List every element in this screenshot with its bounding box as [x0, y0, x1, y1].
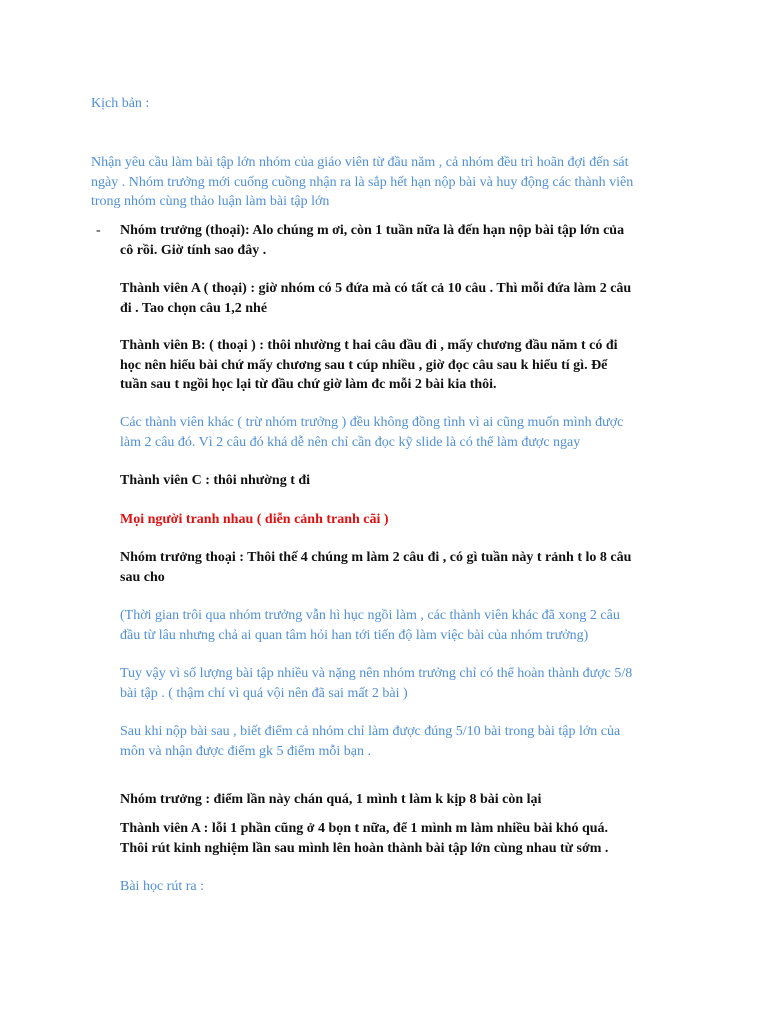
- dialogue-line: đi . Tao chọn câu 1,2 nhé: [120, 300, 268, 316]
- lesson-text: Bài học rút ra :: [120, 879, 204, 894]
- dialogue-line: tuần sau t ngồi học lại từ đầu chứ giờ làm đc mỗi 2 bài kia thôi.: [120, 377, 497, 392]
- leader-dialogue-2: [120, 548, 631, 587]
- dialogue-line: sau cho: [120, 569, 165, 585]
- narration-line: đầu từ lâu nhưng chả ai quan tâm hỏi han tới tiến độ làm việc bài của nhóm trưởng): [120, 627, 589, 643]
- dialogue-line: Thành viên A ( thoại) : giờ nhóm có 5 đứa mà có tất cả 10 câu . Thì mỗi đứa làm 2 câu: [120, 281, 632, 296]
- intro-line: ngày . Nhóm trưởng mới cuống cuồng nhận ra là sắp hết hạn nộp bài và huy động các thành viên: [91, 174, 634, 190]
- time-passes-narration: [120, 606, 620, 645]
- dialogue-line: Nhóm trưởng : điểm lần này chán quá, 1 mình t làm k kịp 8 bài còn lại: [120, 792, 542, 807]
- leader-dialogue-3: [120, 790, 541, 810]
- however-narration: [120, 664, 632, 703]
- heading-text: Kịch bản :: [91, 96, 150, 111]
- narration-line: môn và nhận được điểm gk 5 điểm mỗi bạn .: [120, 743, 372, 759]
- script-heading: [91, 94, 149, 114]
- member-a-dialogue-1: [120, 279, 631, 318]
- result-narration: [120, 722, 620, 761]
- argue-stage-direction: [120, 510, 389, 530]
- dialogue-line: học nên hiểu bài chứ mấy chương sau t cúp nhiều , giờ đọc câu sau k hiểu tí gì. Để: [120, 357, 608, 373]
- dialogue-line: Thành viên B: ( thoại ) : thôi nhường t hai câu đầu đi , mấy chương đầu năm t có đi: [120, 338, 618, 353]
- dialogue-line: Nhóm trưởng (thoại): Alo chúng m ơi, còn 1 tuần nữa là đến hạn nộp bài tập lớn của: [120, 223, 625, 238]
- intro-paragraph: [91, 153, 633, 212]
- intro-line: Nhận yêu cầu làm bài tập lớn nhóm của giáo viên từ đầu năm , cả nhóm đều trì hoãn đợi đến sát: [91, 155, 629, 170]
- narration-line: làm 2 câu đó. Vì 2 câu đó khá dễ nên chỉ cần đọc kỹ slide là có thể làm được ngay: [120, 434, 581, 450]
- dialogue-line: cô rồi. Giờ tính sao đây .: [120, 242, 267, 258]
- member-b-dialogue: [120, 336, 618, 395]
- narration-line: Sau khi nộp bài sau , biết điểm cả nhóm chỉ làm được đúng 5/10 bài trong bài tập lớn của: [120, 724, 621, 739]
- other-members-narration: [120, 413, 623, 452]
- lesson-heading: [120, 877, 204, 897]
- stage-direction-text: Mọi người tranh nhau ( diễn cảnh tranh cãi ): [120, 512, 389, 527]
- dialogue-line: Nhóm trưởng thoại : Thôi thế 4 chúng m làm 2 câu đi , có gì tuần này t rảnh t lo 8 câu: [120, 550, 632, 565]
- list-bullet: -: [96, 223, 101, 238]
- dialogue-line: Thành viên C : thôi nhường t đi: [120, 473, 311, 488]
- narration-line: Tuy vậy vì số lượng bài tập nhiều và nặng nên nhóm trưởng chỉ có thể hoàn thành được 5/8: [120, 666, 633, 681]
- leader-dialogue-1: [120, 221, 624, 260]
- dialogue-line: Thôi rút kinh nghiệm lần sau mình lên hoàn thành bài tập lớn cùng nhau từ sớm .: [120, 840, 609, 856]
- narration-line: bài tập . ( thậm chí vì quá vội nên đã sai mất 2 bài ): [120, 685, 408, 701]
- intro-line: trong nhóm cùng thảo luận làm bài tập lớn: [91, 194, 330, 209]
- member-a-dialogue-2: [120, 819, 608, 858]
- dialogue-line: Thành viên A : lỗi 1 phần cũng ở 4 bọn t nữa, để 1 mình m làm nhiều bài khó quá.: [120, 821, 609, 836]
- member-c-dialogue: [120, 471, 310, 491]
- narration-line: Các thành viên khác ( trừ nhóm trưởng ) đều không đồng tình vì ai cũng muốn mình được: [120, 415, 624, 430]
- narration-line: (Thời gian trôi qua nhóm trưởng vẫn hì hục ngồi làm , các thành viên khác đã xong 2 câu: [120, 608, 620, 623]
